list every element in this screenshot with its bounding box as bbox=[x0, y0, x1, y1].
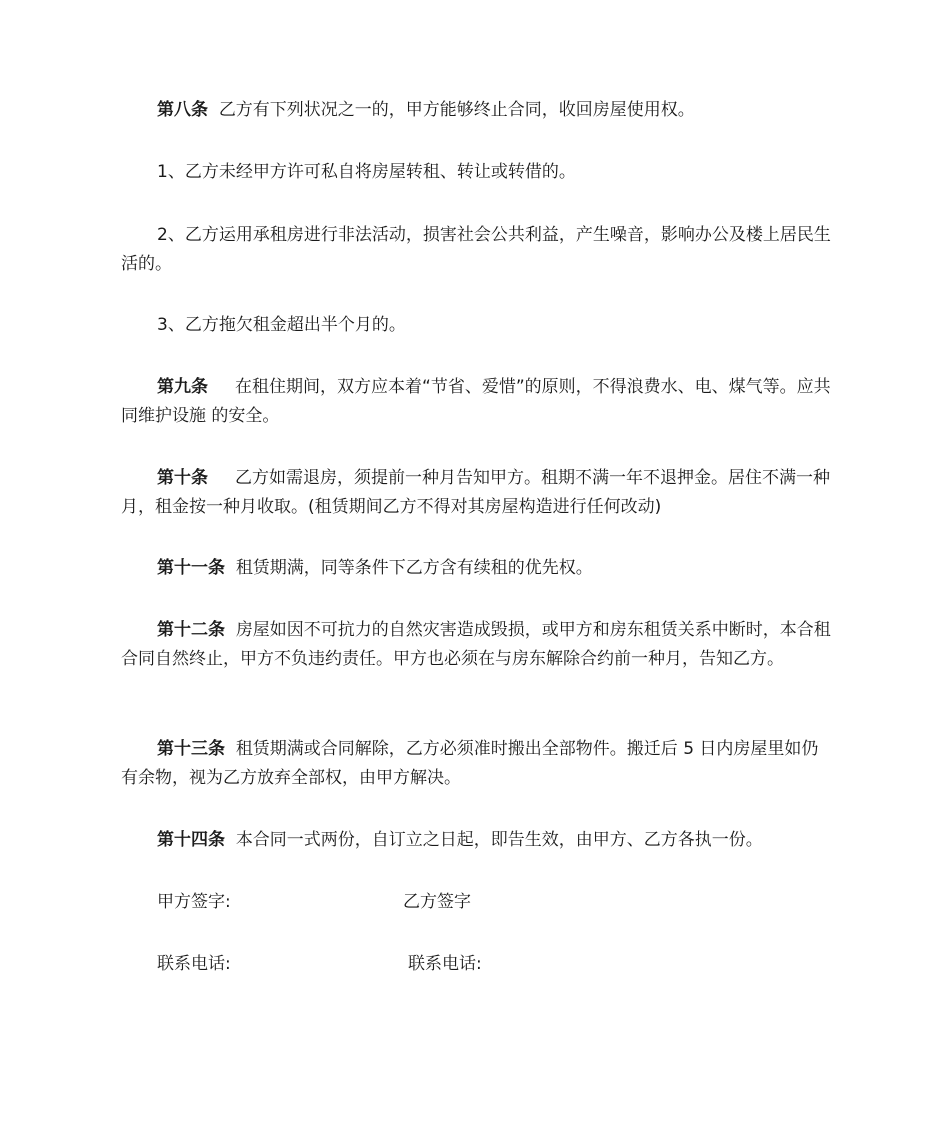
article-text: 乙方如需退房，须提前一种月告知甲方。租期不满一年不退押金。居住不满一种月，租金按一种月收取。(租赁期间乙方不得对其房屋构造进行任何改动) bbox=[121, 468, 831, 517]
article-11 bbox=[121, 554, 833, 583]
article-gap bbox=[225, 558, 236, 578]
article-text: 乙方有下列状况之一的，甲方能够终止合同，收回房屋使用权。 bbox=[218, 100, 695, 120]
article-9 bbox=[121, 373, 833, 431]
article-text: 本合同一式两份，自订立之日起，即告生效，由甲方、乙方各执一份。 bbox=[235, 830, 763, 850]
party-a-signature-label: 甲方签字: bbox=[157, 892, 231, 912]
party-a-phone-label: 联系电话: bbox=[157, 954, 231, 974]
article-label: 第十二条 bbox=[157, 620, 225, 640]
party-b-signature-label: 乙方签字 bbox=[403, 892, 471, 912]
clause-2 bbox=[121, 221, 833, 279]
article-text: 在租住期间，双方应本着“节省、爱惜”的原则，不得浪费水、电、煤气等。应共同维护设施 的安全。 bbox=[121, 377, 831, 426]
article-label: 第九条 bbox=[157, 377, 208, 397]
article-gap bbox=[208, 377, 235, 397]
article-gap bbox=[225, 620, 236, 640]
article-text: 租赁期满或合同解除，乙方必须准时搬出全部物件。搬迁后 5 日内房屋里如仍有余物，视为乙方放弃全部权，由甲方解决。 bbox=[121, 739, 819, 788]
article-12 bbox=[121, 616, 833, 674]
article-text: 租赁期满，同等条件下乙方含有续租的优先权。 bbox=[235, 558, 593, 578]
article-label: 第十条 bbox=[157, 468, 208, 488]
article-gap bbox=[225, 739, 236, 759]
clause-1 bbox=[121, 158, 833, 187]
article-text: 房屋如因不可抗力的自然灾害造成毁损，或甲方和房东租赁关系中断时，本合租合同自然终止，甲方不负违约责任。甲方也必须在与房东解除合约前一种月，告知乙方。 bbox=[121, 620, 831, 669]
article-gap bbox=[208, 100, 219, 120]
clause-text: 3、乙方拖欠租金超出半个月的。 bbox=[157, 315, 406, 335]
article-label: 第八条 bbox=[157, 100, 208, 120]
article-10 bbox=[121, 464, 833, 522]
article-14 bbox=[121, 826, 833, 855]
clause-3 bbox=[121, 311, 833, 340]
party-b-phone-label: 联系电话: bbox=[408, 954, 482, 974]
article-gap bbox=[225, 830, 236, 850]
clause-text: 1、乙方未经甲方许可私自将房屋转租、转让或转借的。 bbox=[157, 162, 576, 182]
article-label: 第十四条 bbox=[157, 830, 225, 850]
article-gap bbox=[208, 468, 235, 488]
clause-text: 2、乙方运用承租房进行非法活动，损害社会公共利益，产生噪音，影响办公及楼上居民生活的。 bbox=[121, 225, 831, 274]
article-8 bbox=[121, 96, 833, 125]
article-label: 第十三条 bbox=[157, 739, 225, 759]
article-label: 第十一条 bbox=[157, 558, 225, 578]
article-13 bbox=[121, 735, 833, 793]
